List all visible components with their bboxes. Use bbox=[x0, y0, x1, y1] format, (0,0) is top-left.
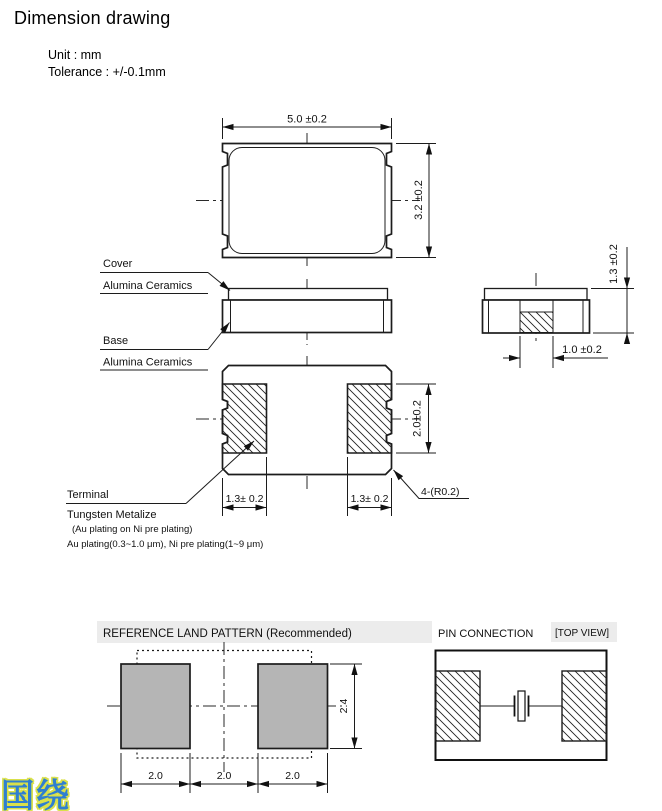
page-title: Dimension drawing bbox=[14, 8, 171, 28]
side-view bbox=[100, 258, 392, 370]
corner-radius-label: 4-(R0.2) bbox=[421, 486, 460, 498]
plating-note-1: (Au plating on Ni pre plating) bbox=[72, 524, 193, 535]
end-view-height-dim-text: 1.3 ±0.2 bbox=[608, 244, 620, 284]
corner-radius-callout bbox=[394, 470, 470, 499]
top-view-height-dimension bbox=[396, 144, 436, 258]
cover-material-label: Alumina Ceramics bbox=[103, 280, 193, 292]
base-material-label: Alumina Ceramics bbox=[103, 356, 193, 369]
unit-note: Unit : mm bbox=[48, 48, 102, 62]
land-pattern-height-dim-text: 2.4 bbox=[338, 698, 350, 714]
pin-connection-view-label: [TOP VIEW] bbox=[555, 628, 610, 639]
bottom-view-terminal-pad-right bbox=[348, 384, 392, 453]
land-pattern-width-dimensions bbox=[121, 753, 328, 793]
land-gap-dim-text: 2.0 bbox=[216, 770, 232, 782]
cover-leader-arrow bbox=[208, 273, 230, 291]
end-view-cover bbox=[485, 289, 588, 301]
end-view-terminal-width-dimension bbox=[503, 336, 608, 368]
end-view-height-dimension bbox=[591, 244, 634, 340]
end-view bbox=[483, 244, 635, 368]
top-view-outline bbox=[223, 144, 392, 258]
top-view-width-dim-text: 5.0 ±0.2 bbox=[287, 113, 327, 126]
plating-note-2: Au plating(0.3~1.0 μm), Ni pre plating(1~9 μm) bbox=[67, 539, 264, 550]
cover-label-group bbox=[100, 258, 230, 294]
bottom-view-pad-height-dimension bbox=[396, 384, 436, 453]
pad-width-dim-left-text: 1.3± 0.2 bbox=[225, 493, 264, 505]
end-view-terminal-width-dim-text: 1.0 ±0.2 bbox=[562, 344, 602, 356]
site-watermark: 国绕 bbox=[1, 777, 71, 811]
bottom-view-pad-height-dim-text: 2.0±0.2 bbox=[411, 400, 424, 437]
side-view-cover bbox=[229, 289, 388, 301]
pin-connection-title: PIN CONNECTION bbox=[438, 628, 534, 640]
base-label-group bbox=[100, 323, 230, 371]
land-pattern-title: REFERENCE LAND PATTERN (Recommended) bbox=[103, 628, 352, 640]
land-pattern-section bbox=[97, 621, 432, 793]
pad-width-dim-right-text: 1.3± 0.2 bbox=[350, 493, 389, 505]
side-view-base bbox=[223, 300, 392, 333]
pin-pad-left bbox=[436, 671, 481, 741]
end-view-terminal-hatch bbox=[520, 312, 553, 333]
land-pad-width-dim2-text: 2.0 bbox=[285, 770, 300, 782]
cover-label: Cover bbox=[103, 258, 133, 270]
top-view bbox=[196, 114, 436, 269]
base-leader-arrow bbox=[208, 323, 230, 350]
land-pad-left bbox=[121, 664, 190, 749]
land-pad-width-dim-text: 2.0 bbox=[148, 770, 163, 782]
pin-connection-section bbox=[436, 622, 618, 760]
land-pad-right bbox=[258, 664, 328, 749]
bottom-view bbox=[66, 356, 469, 550]
pin-pad-right bbox=[562, 671, 607, 741]
tolerance-note: Tolerance : +/-0.1mm bbox=[48, 65, 166, 79]
bottom-view-terminal-pad-left bbox=[223, 384, 267, 453]
top-view-height-dim-text: 3.2 ±0.2 bbox=[413, 180, 425, 220]
metalize-label: Tungsten Metalize bbox=[67, 509, 157, 521]
base-label: Base bbox=[103, 335, 129, 347]
terminal-label: Terminal bbox=[67, 489, 109, 501]
